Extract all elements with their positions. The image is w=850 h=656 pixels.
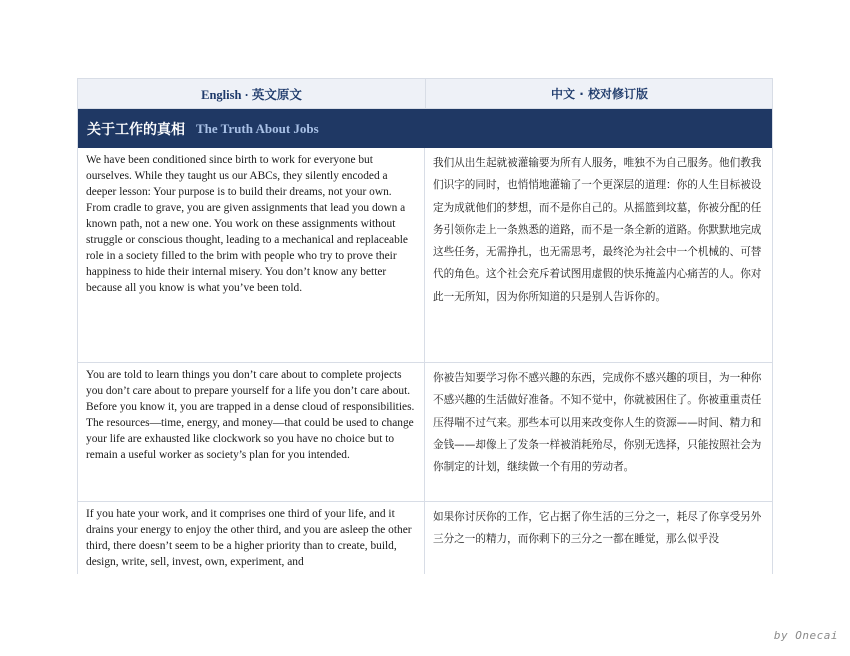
section-title-chinese: 关于工作的真相 bbox=[87, 121, 185, 138]
english-paragraph: If you hate your work, and it comprises one third of your life, and it drains your energy to enjoy the other third, and you are asleep the other third, there doesn’t seem to be a higher priority than to create, build, design, write, sell, invest, own, experiment, and bbox=[78, 502, 425, 574]
translation-table bbox=[77, 78, 773, 574]
column-header-row bbox=[78, 79, 772, 109]
chinese-paragraph: 如果你讨厌你的工作，它占据了你生活的三分之一，耗尽了你享受另外三分之一的精力，而你剩下的三分之一都在睡觉，那么似乎没 bbox=[433, 511, 762, 546]
section-title-band bbox=[78, 109, 772, 148]
table-row bbox=[78, 363, 772, 502]
chinese-column-header: 中文 · 校对修订版 bbox=[551, 87, 648, 101]
english-paragraph: We have been conditioned since birth to work for everyone but ourselves. While they taught us our ABCs, they silently encoded a deeper lesson: Your purpose is to build their dreams, not your own. From cradle to grave, you are given assignments that lead you down a known path, not a new one. You work on these assignments without struggle or conscious thought, leading to a mechanical and replaceable role in a society filled to the brim with people who try to prove their happiness to hide their internal misery. You don’t know any better because all you know is what you’ve been told. bbox=[78, 148, 425, 362]
author-signature: by Onecai bbox=[773, 629, 838, 642]
table-row bbox=[78, 502, 772, 574]
english-column-header: English · 英文原文 bbox=[78, 79, 426, 108]
chinese-paragraph: 你被告知要学习你不感兴趣的东西，完成你不感兴趣的项目，为一种你不感兴趣的生活做好准备。不知不觉中，你就被困住了。你被重重责任压得喘不过气来。那些本可以用来改变你人生的资源——时间、精力和金钱——却像上了发条一样被消耗殆尽，你别无选择，只能按照社会为你制定的计划，继续做一个有用的劳动者。 bbox=[433, 372, 762, 474]
chinese-paragraph: 我们从出生起就被灌输要为所有人服务，唯独不为自己服务。他们教我们识字的同时，也悄悄地灌输了一个更深层的道理：你的人生目标被设定为成就他们的梦想，而不是你自己的。从摇篮到坟墓，你被分配的任务引领你走上一条熟悉的道路，而不是一条全新的道路。你默默地完成这些任务，无需挣扎，也无需思考，最终沦为社会中一个机械的、可替代的角色。这个社会充斥着试图用虚假的快乐掩盖内心痛苦的人。你对此一无所知，因为你所知道的只是别人告诉你的。 bbox=[433, 157, 762, 303]
section-title-english: The Truth About Jobs bbox=[196, 120, 319, 136]
english-paragraph: You are told to learn things you don’t care about to complete projects you don’t care about to prepare yourself for a life you don’t care about. Before you know it, you are trapped in a dense cloud of responsibilities. The resources—time, energy, and money—that could be used to change your life are exhausted like clockwork so you have no choice but to remain a useful worker as society’s plan for you intended. bbox=[78, 363, 425, 501]
table-row bbox=[78, 148, 772, 363]
